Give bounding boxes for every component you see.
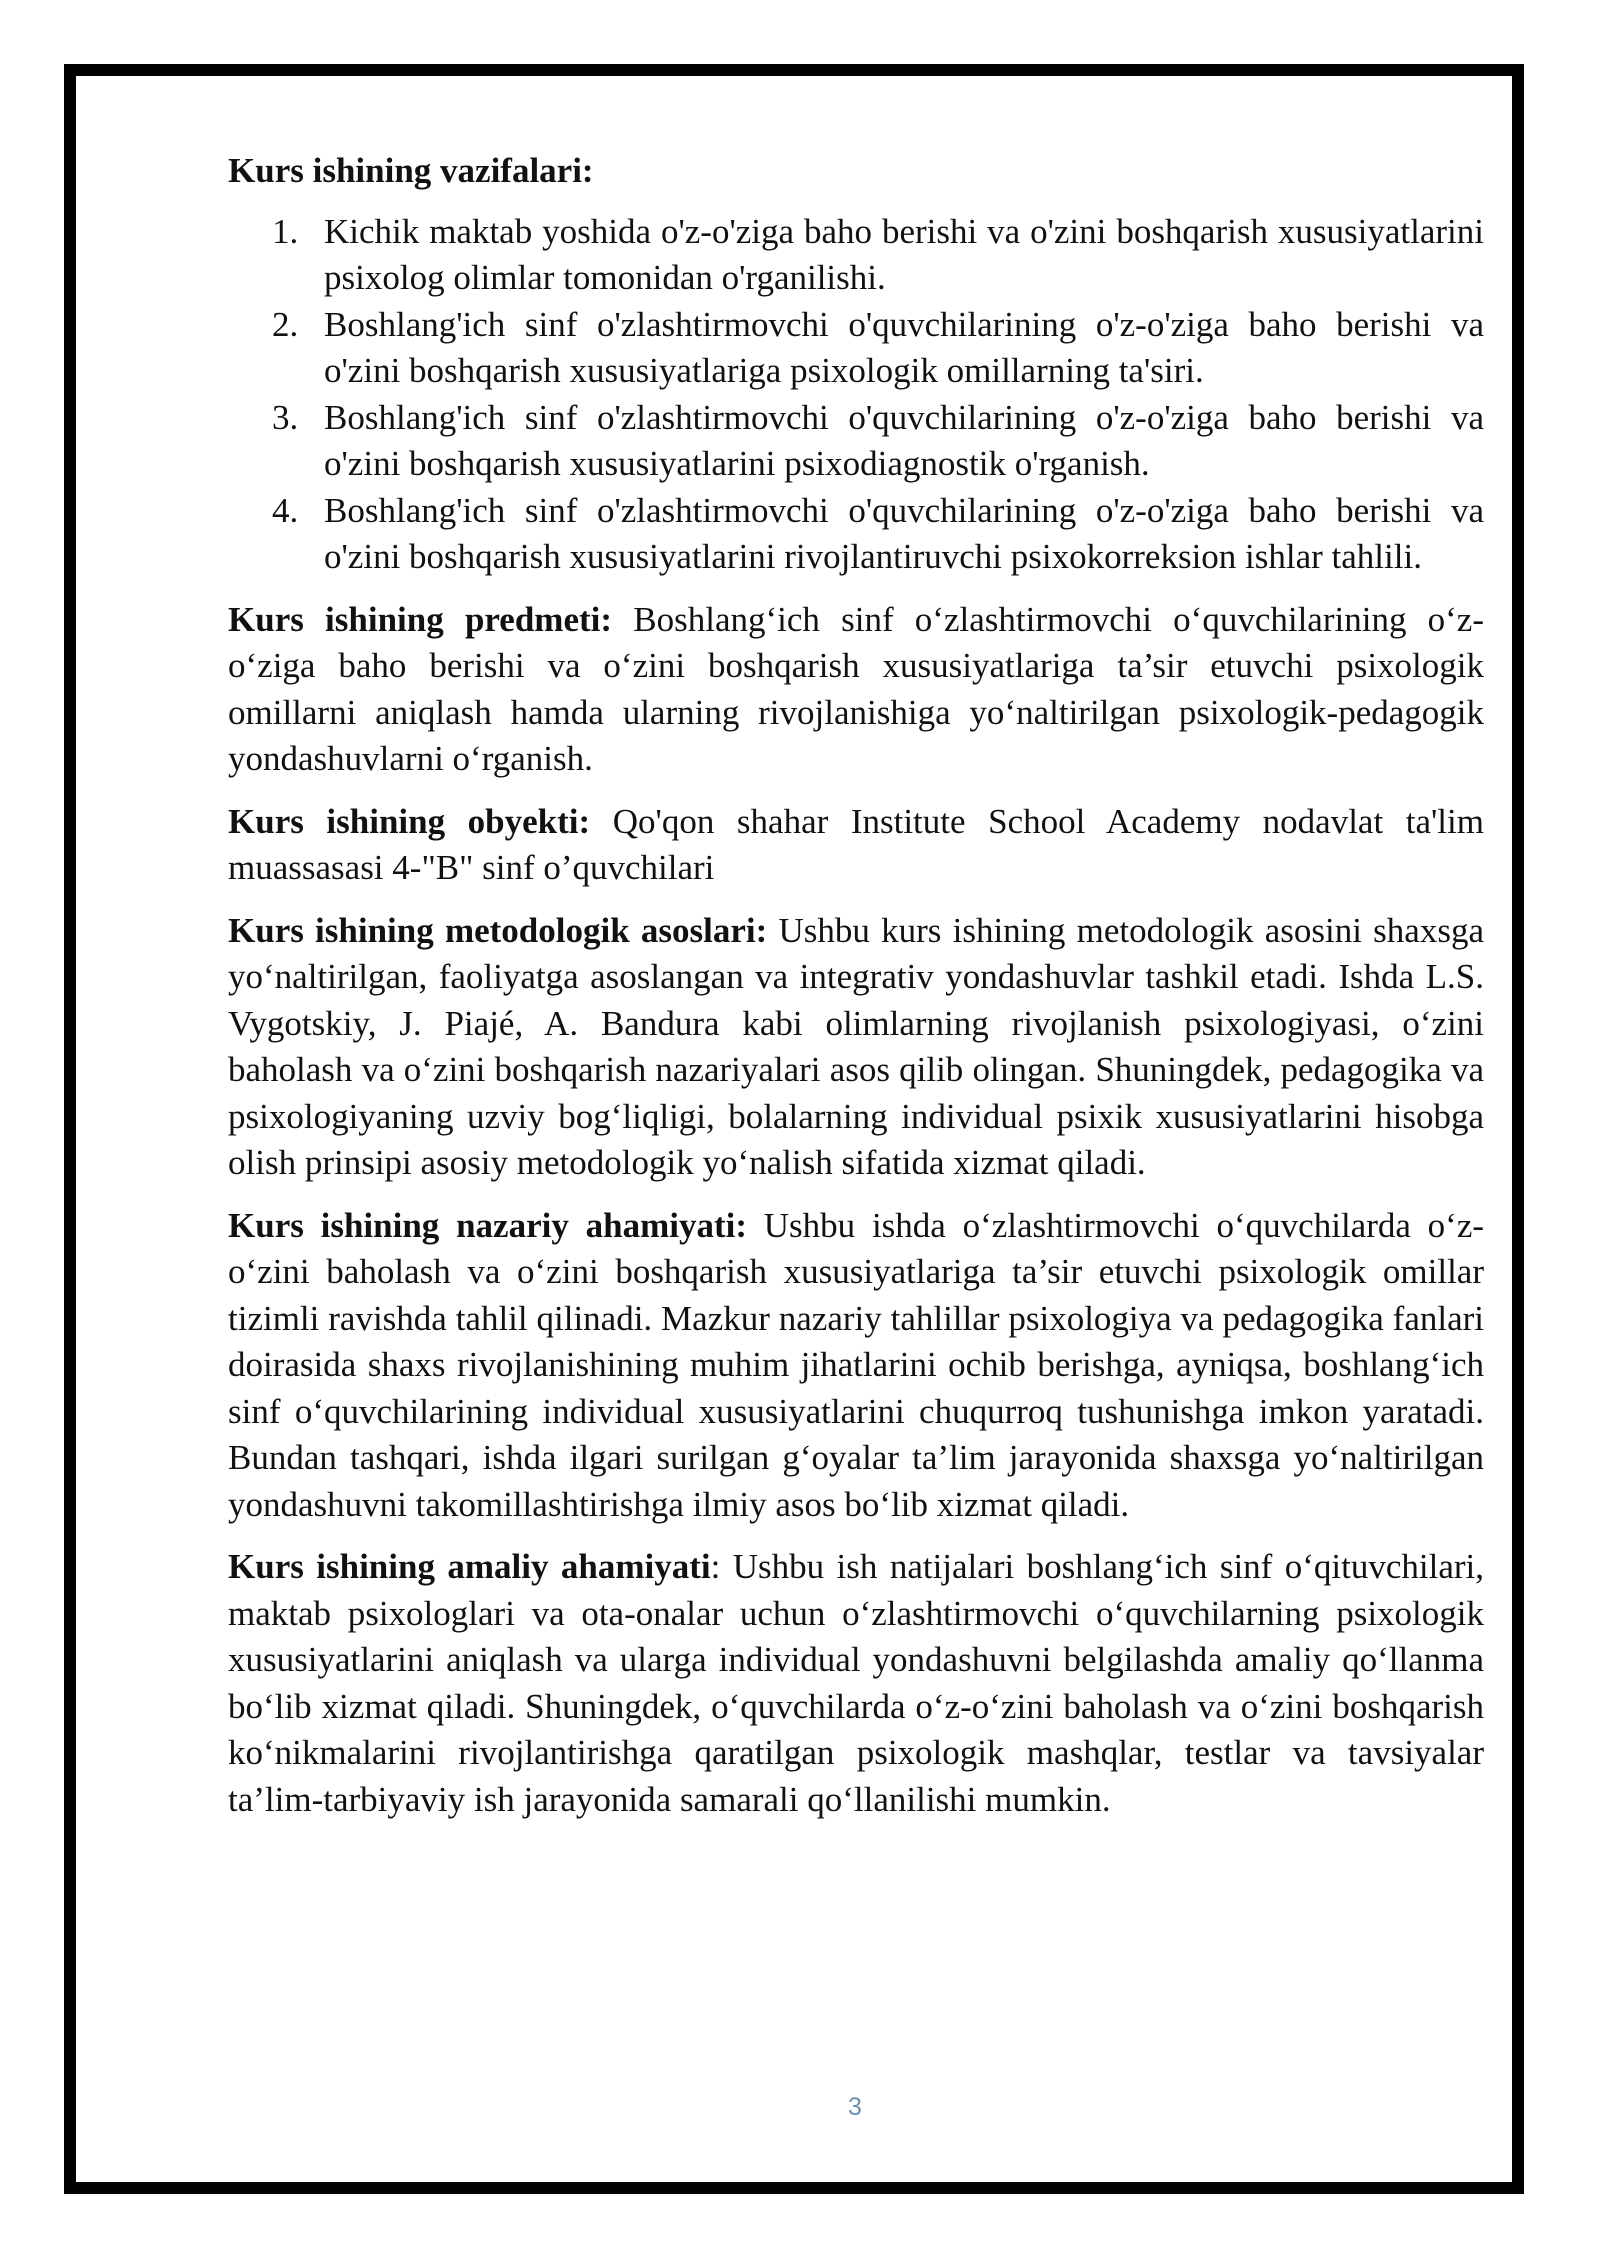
- object-text: Qo'qon shahar Institute School Academy nodavlat ta'lim muassasasi 4-"B" sinf o’quvchilari: [228, 801, 1484, 887]
- object-paragraph: [228, 799, 1484, 892]
- methodology-label: Kurs ishining metodologik asoslari:: [228, 910, 768, 950]
- object-label: Kurs ishining obyekti:: [228, 801, 591, 841]
- tasks-list: [228, 209, 1484, 581]
- methodology-text: Ushbu kurs ishining metodologik asosini shaxsga yo‘naltirilgan, faoliyatga asoslangan va integrativ yondashuvlar tashkil etadi. Ishda L.S. Vygotskiy, J. Piajé, A. Bandura kabi olimlarning rivojlanish psixologiyasi, o‘zini baholash va o‘zini boshqarish nazariyalari asos qilib olingan. Shuningdek, pedagogika va psixologiyaning uzviy bog‘liqligi, bolalarning individual psixik xususiyatlarini hisobga olish prinsipi asosiy metodologik yo‘nalish sifatida xizmat qiladi.: [228, 910, 1484, 1182]
- document-body: [228, 148, 1484, 1839]
- list-item-number: 1.: [272, 211, 299, 251]
- practical-significance-label: Kurs ishining amaliy ahamiyati: [228, 1547, 711, 1586]
- list-item-text: Boshlang'ich sinf o'zlashtirmovchi o'quvchilarining o'z-o'ziga baho berishi va o'zini boshqarish xususiyatlarini psixodiagnostik o'rganish.: [324, 397, 1484, 483]
- list-item-number: 4.: [272, 490, 299, 530]
- tasks-heading: Kurs ishining vazifalari:: [228, 151, 594, 190]
- methodology-paragraph: [228, 908, 1484, 1187]
- list-item: [272, 302, 1484, 395]
- subject-paragraph: [228, 597, 1484, 783]
- list-item-text: Kichik maktab yoshida o'z-o'ziga baho berishi va o'zini boshqarish xususiyatlarini psixolog olimlar tomonidan o'rganilishi.: [324, 211, 1484, 297]
- theoretical-significance-paragraph: [228, 1203, 1484, 1529]
- practical-significance-text: : Ushbu ish natijalari boshlang‘ich sinf o‘qituvchilari, maktab psixologlari va ota-onalar uchun o‘zlashtirmovchi o‘quvchilarning psixologik xususiyatlarini aniqlash va ularga individual yondashuvni belgilashda amaliy qo‘llanma bo‘lib xizmat qiladi. Shuningdek, o‘quvchilarda o‘z-o‘zini baholash va o‘zini boshqarish ko‘nikmalarini rivojlantirishga qaratilgan psixologik mashqlar, testlar va tavsiyalar ta’lim-tarbiyaviy ish jarayonida samarali qo‘llanilishi mumkin.: [228, 1547, 1484, 1819]
- list-item-number: 3.: [272, 397, 299, 437]
- practical-significance-paragraph: [228, 1544, 1484, 1823]
- theoretical-significance-label: Kurs ishining nazariy ahamiyati:: [228, 1205, 747, 1245]
- list-item-number: 2.: [272, 304, 299, 344]
- list-item: [272, 488, 1484, 581]
- list-item: [272, 395, 1484, 488]
- subject-label: Kurs ishining predmeti:: [228, 599, 613, 639]
- page-number: 3: [848, 2093, 862, 2121]
- theoretical-significance-text: Ushbu ishda o‘zlashtirmovchi o‘quvchilarda o‘z-o‘zini baholash va o‘zini boshqarish xususiyatlariga ta’sir etuvchi psixologik omillar tizimli ravishda tahlil qilinadi. Mazkur nazariy tahlillar psixologiya va pedagogika fanlari doirasida shaxs rivojlanishining muhim jihatlarini ochib berishga, ayniqsa, boshlang‘ich sinf o‘quvchilarining individual xususiyatlarini chuqurroq tushunishga imkon yaratadi. Bundan tashqari, ishda ilgari surilgan g‘oyalar ta’lim jarayonida shaxsga yo‘naltirilgan yondashuvni takomillashtirishga ilmiy asos bo‘lib xizmat qiladi.: [228, 1205, 1485, 1524]
- list-item: [272, 209, 1484, 302]
- subject-text: Boshlang‘ich sinf o‘zlashtirmovchi o‘quvchilarining o‘z-o‘ziga baho berishi va o‘zini boshqarish xususiyatlariga ta’sir etuvchi psixologik omillarni aniqlash hamda ularning rivojlanishiga yo‘naltirilgan psixologik-pedagogik yondashuvlarni o‘rganish.: [228, 599, 1484, 778]
- list-item-text: Boshlang'ich sinf o'zlashtirmovchi o'quvchilarining o'z-o'ziga baho berishi va o'zini boshqarish xususiyatlariga psixologik omillarning ta'siri.: [324, 304, 1484, 390]
- list-item-text: Boshlang'ich sinf o'zlashtirmovchi o'quvchilarining o'z-o'ziga baho berishi va o'zini boshqarish xususiyatlarini rivojlantiruvchi psixokorreksion ishlar tahlili.: [324, 490, 1484, 576]
